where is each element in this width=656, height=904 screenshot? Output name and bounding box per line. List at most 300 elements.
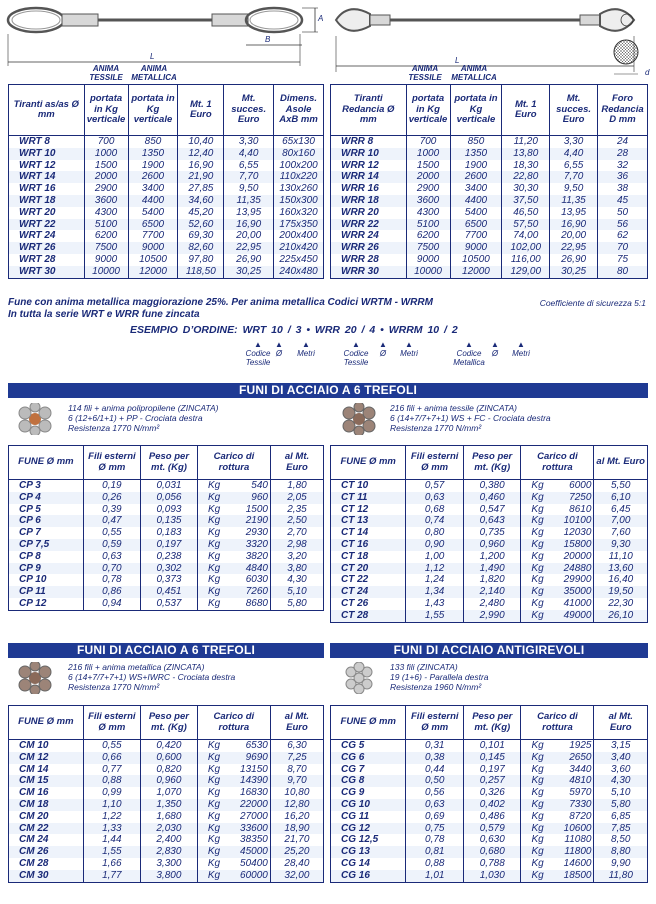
ct-spec-line2: 6 (14+7/7+7+1) WS + FC - Crociata destra bbox=[390, 413, 551, 423]
table-row bbox=[9, 183, 324, 195]
cm-breaking-load-cell bbox=[197, 834, 270, 846]
ct-header-2: Peso per mt. (Kg) bbox=[463, 446, 520, 480]
wrt-cell: WRT 30 bbox=[9, 266, 85, 278]
cm-cell: 0,99 bbox=[83, 787, 140, 799]
wrr-cell: 36 bbox=[598, 171, 648, 183]
ct-cell: 0,547 bbox=[463, 504, 520, 516]
kg-unit-label: Kg bbox=[207, 869, 221, 881]
cm-cell: 8,70 bbox=[287, 763, 307, 775]
wrt-header-3: Mt. 1 Euro bbox=[178, 85, 224, 136]
cm-cell: 6,30 bbox=[287, 740, 307, 751]
wrt-cell: 10500 bbox=[128, 254, 178, 266]
cp-cell: 0,94 bbox=[83, 598, 140, 610]
cm-spec bbox=[68, 662, 235, 692]
cp-header-4: al Mt. Euro bbox=[284, 451, 310, 473]
table-row bbox=[9, 799, 324, 811]
ct-cell: 0,90 bbox=[406, 539, 464, 551]
wrr-cell: 22,80 bbox=[502, 171, 550, 183]
cm-cell: 3,300 bbox=[140, 858, 197, 870]
wrr-cell: 24 bbox=[616, 136, 629, 147]
cm-breaking-load-value: 27000 bbox=[240, 810, 268, 822]
cp-cell: 0,373 bbox=[141, 574, 198, 586]
cm-cell: CM 12 bbox=[9, 752, 84, 764]
cp-cell: 0,197 bbox=[141, 539, 198, 551]
wrt-cell: 69,30 bbox=[178, 230, 224, 242]
legend-codice-metallica: ▲ Codice Metallica bbox=[453, 340, 485, 367]
wrt-cell: 10,40 bbox=[178, 136, 224, 148]
cg-cell: 0,402 bbox=[464, 799, 521, 811]
table-row bbox=[9, 775, 324, 787]
wrt-cell: 1350 bbox=[128, 148, 178, 160]
cg-breaking-load-value: 5970 bbox=[569, 787, 592, 799]
wrr-cell: 45 bbox=[598, 195, 648, 207]
table-row bbox=[9, 787, 324, 799]
wrt-cell: 16,90 bbox=[224, 219, 274, 231]
cm-cell: 3,800 bbox=[140, 870, 197, 882]
wrt-cell: 2900 bbox=[84, 183, 128, 195]
ct-cell: 1,200 bbox=[463, 551, 520, 563]
wrr-cell: 10500 bbox=[450, 254, 502, 266]
wrr-cell: 116,00 bbox=[502, 254, 550, 266]
cg-spec-line1: 133 fili (ZINCATA) bbox=[390, 662, 458, 672]
cp-cell: 0,183 bbox=[141, 527, 198, 539]
dim-l-left: L bbox=[150, 52, 155, 61]
table-row bbox=[331, 136, 648, 148]
ct-cell: 22,30 bbox=[608, 597, 634, 609]
cm-breaking-load-value: 13150 bbox=[240, 763, 268, 775]
cg-breaking-load-cell bbox=[521, 834, 594, 846]
cg-cell: 9,90 bbox=[611, 857, 631, 869]
ct-cell: 0,460 bbox=[463, 492, 520, 504]
wrt-cell: 27,85 bbox=[178, 183, 224, 195]
table-row bbox=[331, 752, 648, 764]
wrt-cell: 9000 bbox=[84, 254, 128, 266]
table-row bbox=[331, 823, 648, 835]
kg-unit-label: Kg bbox=[531, 586, 544, 598]
wrt-header-0: Tiranti as/as Ø mm bbox=[9, 85, 85, 136]
cp-cell: 0,537 bbox=[141, 598, 198, 610]
wrr-header-5: Foro Redancia D mm bbox=[601, 93, 644, 126]
wrr-cell: WRR 24 bbox=[331, 230, 407, 242]
ct-cell: 1,820 bbox=[463, 574, 520, 586]
cg-breaking-load-value: 14600 bbox=[563, 857, 592, 869]
cm-cell: 21,70 bbox=[284, 834, 310, 846]
cp-breaking-load-value: 2190 bbox=[245, 515, 268, 527]
kg-unit-label: Kg bbox=[531, 751, 544, 763]
cp-cell: 2,50 bbox=[270, 515, 323, 527]
kg-unit-label: Kg bbox=[531, 822, 544, 834]
cg-header-3: Carico di rottura bbox=[521, 706, 594, 740]
ct-header-3: Carico di rottura bbox=[521, 446, 594, 480]
wrr-cell: 3,30 bbox=[550, 136, 598, 148]
cg-breaking-load-value: 10600 bbox=[563, 822, 592, 834]
cm-breaking-load-value: 38350 bbox=[240, 834, 268, 846]
cg-cell: 8,50 bbox=[611, 834, 631, 846]
kg-unit-label: Kg bbox=[207, 798, 221, 810]
cp-table bbox=[8, 445, 324, 611]
table-row bbox=[331, 183, 648, 195]
cg-cell: CG 11 bbox=[331, 811, 406, 823]
ct-cell: CT 18 bbox=[331, 551, 406, 563]
ct-breaking-load-value: 12030 bbox=[563, 527, 592, 539]
cg-breaking-load-value: 8720 bbox=[569, 810, 592, 822]
cp-breaking-load-value: 3320 bbox=[245, 538, 268, 550]
cg-cell: 0,101 bbox=[464, 740, 521, 752]
wrr-cell: 1900 bbox=[450, 160, 502, 172]
cg-cell: 3,15 bbox=[611, 740, 631, 751]
cp-header-1: Fili esterni Ø mm bbox=[83, 446, 140, 480]
cm-cell: 1,350 bbox=[140, 799, 197, 811]
cp-spec bbox=[68, 403, 218, 433]
cg-cell: CG 12,5 bbox=[331, 834, 406, 846]
kg-unit-label: Kg bbox=[207, 527, 221, 539]
cg-cell: 0,50 bbox=[406, 775, 464, 787]
wrt-cell: 240x480 bbox=[274, 266, 324, 278]
cp-cell: 0,63 bbox=[83, 551, 140, 563]
legend-codice-tessile-1: ▲ Codice Tessile bbox=[245, 340, 271, 367]
cg-breaking-load-cell bbox=[521, 775, 594, 787]
ct-breaking-load-cell bbox=[521, 610, 594, 622]
wrr-header-0: Tiranti Redancia Ø mm bbox=[331, 85, 407, 136]
cm-cell: CM 16 bbox=[9, 787, 84, 799]
cg-cell: 0,63 bbox=[406, 799, 464, 811]
table-row bbox=[9, 823, 324, 835]
cp-cell: CP 3 bbox=[9, 480, 84, 492]
wrr-cell: 5100 bbox=[406, 219, 450, 231]
wrt-cell: 225x450 bbox=[279, 253, 318, 265]
section2-title-bar-left: FUNI DI ACCIAIO A 6 TREFOLI bbox=[8, 643, 324, 658]
cg-spec-line3: Resistenza 1960 N/mm² bbox=[390, 682, 482, 692]
kg-unit-label: Kg bbox=[531, 515, 544, 527]
legend-o-2: ▲ Ø bbox=[379, 340, 387, 358]
table-row bbox=[331, 740, 648, 752]
cp-breaking-load-value: 1500 bbox=[245, 503, 268, 515]
wrt-cell: WRT 18 bbox=[9, 195, 85, 207]
cp-header-3: Carico di rottura bbox=[197, 446, 270, 480]
table-row bbox=[331, 586, 648, 598]
wrt-cell: 7,70 bbox=[224, 171, 274, 183]
cm-cell: 25,20 bbox=[270, 846, 323, 858]
kg-unit-label: Kg bbox=[531, 503, 544, 515]
wrr-cell: 32 bbox=[616, 159, 629, 171]
cm-breaking-load-value: 16830 bbox=[240, 787, 268, 799]
table-row bbox=[9, 148, 324, 160]
ct-cell: CT 13 bbox=[331, 515, 406, 527]
wrt-cell: 13,95 bbox=[224, 207, 274, 219]
table-row bbox=[331, 254, 648, 266]
table-row bbox=[9, 752, 324, 764]
cp-cell: 0,39 bbox=[83, 504, 140, 516]
wrr-cell: 74,00 bbox=[502, 230, 550, 242]
wrt-cell: 3600 bbox=[84, 195, 128, 207]
dim-l-right: L bbox=[455, 56, 460, 65]
cm-cell: 16,20 bbox=[284, 810, 310, 822]
ct-cell: CT 10 bbox=[331, 480, 406, 492]
wrr-cell: WRR 14 bbox=[331, 171, 407, 183]
wrr-cell: 1500 bbox=[406, 160, 450, 172]
cg-breaking-load-cell bbox=[521, 846, 594, 858]
cm-breaking-load-cell bbox=[197, 740, 270, 752]
kg-unit-label: Kg bbox=[531, 810, 544, 822]
kg-unit-label: Kg bbox=[207, 515, 221, 527]
cg-header-2: Peso per mt. (Kg) bbox=[464, 706, 521, 740]
kg-unit-label: Kg bbox=[207, 597, 221, 609]
ct-breaking-load-value: 35000 bbox=[563, 586, 592, 598]
wrr-cell: WRR 18 bbox=[331, 195, 407, 207]
cm-cell: 1,77 bbox=[83, 870, 140, 882]
cp-cell: 4,30 bbox=[287, 574, 307, 586]
wrr-cell: 4,40 bbox=[550, 148, 598, 160]
ct-cell: 1,24 bbox=[406, 574, 464, 586]
ct-cell: 0,80 bbox=[406, 527, 464, 539]
cg-cell: 0,75 bbox=[406, 823, 464, 835]
ct-breaking-load-value: 20000 bbox=[563, 550, 592, 562]
cg-cell: CG 10 bbox=[331, 799, 406, 811]
wrr-cell: 700 bbox=[406, 136, 450, 148]
cp-cell: CP 6 bbox=[9, 515, 84, 527]
table-row bbox=[9, 764, 324, 776]
table-row bbox=[9, 858, 324, 870]
cp-breaking-load-cell bbox=[197, 515, 270, 527]
wrr-cell: WRR 20 bbox=[331, 207, 407, 219]
ct-cell: 5,50 bbox=[610, 480, 631, 491]
kg-unit-label: Kg bbox=[531, 857, 544, 869]
cp-cell: CP 5 bbox=[9, 504, 84, 516]
kg-unit-label: Kg bbox=[207, 751, 221, 763]
table-row bbox=[331, 148, 648, 160]
wrt-cell: 4400 bbox=[128, 195, 178, 207]
cp-cell: CP 11 bbox=[9, 586, 84, 598]
cg-spec-line2: 19 (1+6) - Parallela destra bbox=[390, 672, 489, 682]
kg-unit-label: Kg bbox=[531, 562, 544, 574]
wrr-cell: WRR 16 bbox=[331, 183, 407, 195]
wrr-cell: 26,90 bbox=[550, 254, 598, 266]
ct-breaking-load-value: 10100 bbox=[563, 515, 592, 527]
table-row bbox=[9, 242, 324, 254]
cg-breaking-load-cell bbox=[521, 752, 594, 764]
wrt-cell: 110x220 bbox=[274, 171, 324, 183]
ct-cell: CT 12 bbox=[331, 504, 406, 516]
wrt-cell: 97,80 bbox=[178, 254, 224, 266]
cm-cell: 28,40 bbox=[284, 857, 310, 869]
ct-cell: CT 14 bbox=[331, 527, 406, 539]
cp-cell: 5,10 bbox=[270, 586, 323, 598]
cp-cell: 0,86 bbox=[83, 586, 140, 598]
kg-unit-label: Kg bbox=[207, 562, 221, 574]
cm-breaking-load-value: 33600 bbox=[240, 822, 268, 834]
ct-cell: 0,63 bbox=[406, 492, 464, 504]
cp-cell: 3,80 bbox=[270, 563, 323, 575]
table-row bbox=[9, 266, 324, 278]
wrt-cell: 65x130 bbox=[282, 136, 315, 147]
cm-cell: 0,420 bbox=[140, 740, 197, 752]
ct-cell: 1,34 bbox=[406, 586, 464, 598]
cm-cell: CM 26 bbox=[9, 846, 84, 858]
ct-breaking-load-cell bbox=[521, 598, 594, 610]
kg-unit-label: Kg bbox=[207, 550, 221, 562]
wrr-cell: 62 bbox=[616, 230, 629, 242]
cm-breaking-load-value: 50400 bbox=[240, 857, 268, 869]
kg-unit-label: Kg bbox=[207, 775, 221, 787]
cg-cell: 0,326 bbox=[464, 787, 521, 799]
wrt-cell: 12,40 bbox=[178, 148, 224, 160]
wrt-cell: WRT 8 bbox=[9, 136, 85, 148]
cg-header-1: Fili esterni Ø mm bbox=[406, 706, 464, 740]
table-row bbox=[9, 230, 324, 242]
dim-a: A bbox=[318, 14, 324, 23]
ct-breaking-load-cell bbox=[521, 504, 594, 516]
cg-cell: CG 7 bbox=[331, 764, 406, 776]
cm-cell: 0,55 bbox=[83, 740, 140, 752]
table-row bbox=[331, 799, 648, 811]
kg-unit-label: Kg bbox=[207, 740, 221, 751]
table-row bbox=[9, 207, 324, 219]
sling-eye-drawing bbox=[0, 0, 330, 68]
cp-cell: 2,05 bbox=[270, 492, 323, 504]
cg-cell: CG 13 bbox=[331, 846, 406, 858]
table-row bbox=[9, 219, 324, 231]
cm-breaking-load-cell bbox=[197, 870, 270, 882]
ct-cell: 1,43 bbox=[406, 598, 464, 610]
wrr-cell: 18,30 bbox=[502, 160, 550, 172]
cg-cell: CG 6 bbox=[331, 752, 406, 764]
cg-cell: 4,30 bbox=[594, 775, 648, 787]
cg-breaking-load-value: 2650 bbox=[569, 751, 592, 763]
cm-breaking-load-cell bbox=[197, 799, 270, 811]
ct-breaking-load-cell bbox=[521, 515, 594, 527]
table-row bbox=[9, 834, 324, 846]
table-row bbox=[9, 574, 324, 586]
cp-cell: CP 12 bbox=[9, 598, 84, 610]
cp-cell: CP 7 bbox=[9, 527, 84, 539]
table-row bbox=[331, 787, 648, 799]
cm-breaking-load-value: 22000 bbox=[240, 798, 268, 810]
kg-unit-label: Kg bbox=[531, 538, 544, 550]
cm-cell: 1,44 bbox=[83, 834, 140, 846]
kg-unit-label: Kg bbox=[207, 787, 221, 799]
table-row bbox=[331, 504, 648, 516]
kg-unit-label: Kg bbox=[207, 586, 221, 598]
wrt-cell: 850 bbox=[128, 136, 178, 148]
wrt-cell: 150x300 bbox=[274, 195, 324, 207]
cm-spec-line1: 216 fili + anima metallica (ZINCATA) bbox=[68, 662, 205, 672]
cg-spec bbox=[390, 662, 489, 692]
wrt-cell: 7700 bbox=[128, 230, 178, 242]
ct-cell: 1,00 bbox=[406, 551, 464, 563]
ct-breaking-load-value: 6000 bbox=[569, 480, 592, 491]
wrt-cell: 6500 bbox=[128, 219, 178, 231]
cm-cell: 1,33 bbox=[83, 823, 140, 835]
cm-breaking-load-cell bbox=[197, 775, 270, 787]
legend-codice-tessile-2: ▲ Codice Tessile bbox=[343, 340, 369, 367]
ct-breaking-load-cell bbox=[521, 551, 594, 563]
kg-unit-label: Kg bbox=[207, 810, 221, 822]
wrt-cell: WRT 16 bbox=[9, 183, 85, 195]
cp-cell: 0,135 bbox=[141, 515, 198, 527]
cm-spec-line2: 6 (14+7/7+7+1) WS+IWRC - Crociata destra bbox=[68, 672, 236, 682]
wrt-cell: 1500 bbox=[84, 160, 128, 172]
cp-cell: 0,056 bbox=[141, 492, 198, 504]
wrr-cell: 46,50 bbox=[502, 207, 550, 219]
ct-cell: CT 28 bbox=[331, 610, 406, 622]
cp-cell: 0,78 bbox=[83, 574, 140, 586]
ct-cell: 2,990 bbox=[463, 610, 520, 622]
cp-breaking-load-cell bbox=[197, 563, 270, 575]
wrr-cell: 7500 bbox=[406, 242, 450, 254]
wrr-cell: 1000 bbox=[406, 148, 450, 160]
ct-breaking-load-cell bbox=[521, 586, 594, 598]
wrr-cell: 9,50 bbox=[550, 183, 598, 195]
cm-cell: 2,400 bbox=[140, 834, 197, 846]
wrr-pre-anima-metallica: ANIMA METALLICA bbox=[451, 64, 497, 82]
wrt-cell: 160x320 bbox=[279, 206, 318, 218]
rope-section-cp-image bbox=[14, 403, 56, 435]
table-row bbox=[331, 539, 648, 551]
section2-title-bar-right: FUNI DI ACCIAIO ANTIGIREVOLI bbox=[330, 643, 648, 658]
table-row bbox=[331, 492, 648, 504]
ct-cell: CT 11 bbox=[331, 492, 406, 504]
cp-breaking-load-cell bbox=[197, 551, 270, 563]
cm-cell: 1,55 bbox=[83, 846, 140, 858]
ct-breaking-load-cell bbox=[521, 563, 594, 575]
cg-cell: 1,01 bbox=[406, 870, 464, 882]
ct-cell: 0,57 bbox=[406, 480, 464, 492]
wrr-cell: 2000 bbox=[406, 171, 450, 183]
wrt-cell: WRT 14 bbox=[9, 171, 85, 183]
wrr-cell: 6200 bbox=[406, 230, 450, 242]
cg-breaking-load-cell bbox=[521, 870, 594, 882]
wrr-cell: 3600 bbox=[406, 195, 450, 207]
kg-unit-label: Kg bbox=[531, 480, 544, 491]
ct-cell: 0,643 bbox=[463, 515, 520, 527]
cg-cell: 0,31 bbox=[406, 740, 464, 752]
cg-cell: CG 9 bbox=[331, 787, 406, 799]
wrt-cell: WRT 22 bbox=[9, 219, 85, 231]
wrt-cell: WRT 12 bbox=[9, 160, 85, 172]
kg-unit-label: Kg bbox=[531, 869, 544, 881]
table-row bbox=[9, 492, 324, 504]
cm-cell: 32,00 bbox=[270, 870, 323, 882]
cp-cell: 0,451 bbox=[141, 586, 198, 598]
table-row bbox=[331, 230, 648, 242]
kg-unit-label: Kg bbox=[207, 857, 221, 869]
table-row bbox=[331, 160, 648, 172]
ct-cell: 2,480 bbox=[463, 598, 520, 610]
wrt-cell: 118,50 bbox=[178, 266, 224, 278]
cg-cell: CG 16 bbox=[331, 870, 406, 882]
kg-unit-label: Kg bbox=[531, 834, 544, 846]
wrt-cell: 34,60 bbox=[178, 195, 224, 207]
ct-breaking-load-value: 7250 bbox=[569, 491, 592, 503]
kg-unit-label: Kg bbox=[531, 527, 544, 539]
cp-breaking-load-cell bbox=[197, 598, 270, 610]
table-row bbox=[9, 563, 324, 575]
kg-unit-label: Kg bbox=[207, 503, 221, 515]
table-row bbox=[331, 834, 648, 846]
table-row bbox=[331, 195, 648, 207]
kg-unit-label: Kg bbox=[531, 597, 544, 609]
table-row bbox=[9, 551, 324, 563]
wrt-cell: 4300 bbox=[84, 207, 128, 219]
wrr-cell: 850 bbox=[450, 136, 502, 148]
kg-unit-label: Kg bbox=[207, 480, 221, 491]
cp-breaking-load-value: 7260 bbox=[245, 586, 268, 598]
cm-breaking-load-cell bbox=[197, 823, 270, 835]
wrr-cell: 56 bbox=[598, 219, 648, 231]
wrr-cell: 1350 bbox=[450, 148, 502, 160]
wrt-cell: WRT 24 bbox=[9, 230, 85, 242]
cm-breaking-load-value: 6530 bbox=[245, 740, 268, 751]
